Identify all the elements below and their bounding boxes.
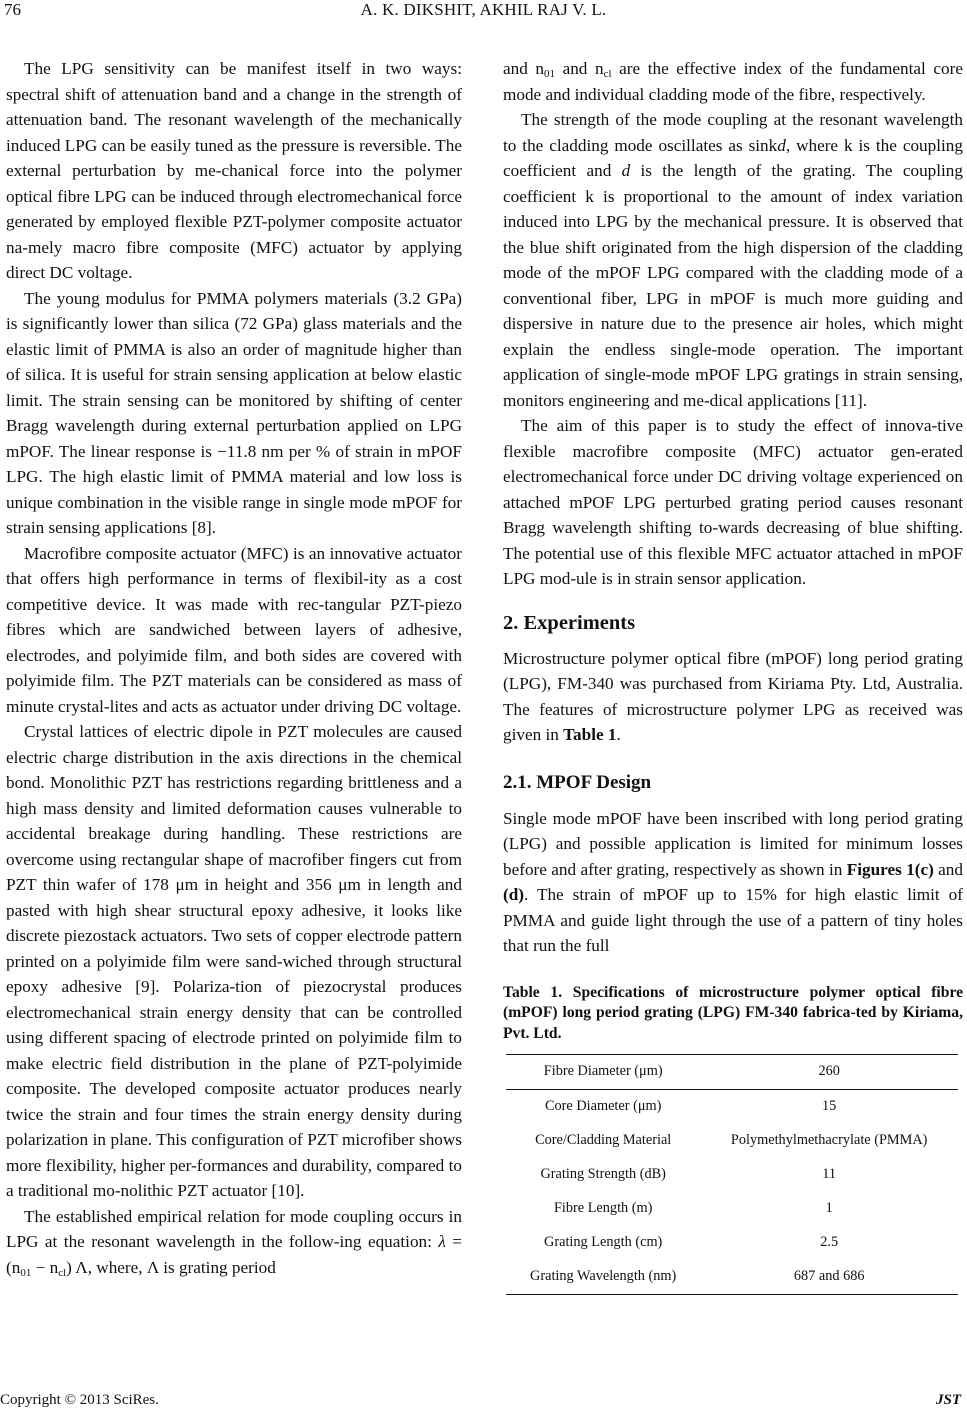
specifications-table xyxy=(506,1054,958,1295)
text: ) Λ, where, Λ is grating period xyxy=(66,1257,276,1277)
subscript: 01 xyxy=(20,1266,32,1279)
table-cell-value: Polymethylmethacrylate (PMMA) xyxy=(730,1132,928,1149)
paragraph-equation xyxy=(6,1204,462,1281)
table-cell-label: Grating Length (cm) xyxy=(544,1234,663,1251)
right-column xyxy=(503,56,963,1295)
figure-reference-link[interactable]: (d) xyxy=(503,885,525,904)
table-cell-label: Fibre Length (m) xyxy=(553,1200,653,1217)
table-row xyxy=(506,1226,958,1260)
table-row xyxy=(506,1260,958,1295)
table-cell-label: Fibre Diameter (μm) xyxy=(506,1055,700,1090)
table-cell-value: 687 and 686 xyxy=(700,1260,958,1295)
text: is the length of the grating. The coupling coefficient k is proportional to the amount of index variation induced into LPG by the mechanical pressure. It is observed that the blue shift originated from the high dispersion of the cladding mode of the mPOF LPG compared with the cladding mode of a conventional fiber, LPG in mPOF is much more guiding and dispersive in nature due to the presence air holes, which might explain the endless single-mode operation. The important application of single-mode mPOF LPG gratings in strain sensing, monitors engineering and me-dical applications [11]. xyxy=(503,161,963,410)
table-reference-link[interactable]: Table 1 xyxy=(563,725,617,744)
table-cell-label: Core Diameter (μm) xyxy=(544,1098,662,1115)
paragraph xyxy=(503,107,963,413)
text: and xyxy=(933,859,963,879)
subscript: cl xyxy=(603,68,612,80)
subscript: cl xyxy=(58,1266,67,1279)
page-number: 76 xyxy=(4,0,21,19)
text: , where k is the coupling coefficient and xyxy=(503,135,963,180)
text: Single mode mPOF have been inscribed with long period grating (LPG) and possible application is limited for minimum losses before and after grating, respectively as shown in xyxy=(503,808,963,879)
table-cell-value: 2.5 xyxy=(820,1234,839,1251)
italic-var: d xyxy=(621,161,631,180)
italic-var: d xyxy=(777,135,786,155)
text: and n xyxy=(503,59,544,78)
table-row xyxy=(506,1192,958,1226)
text: − n xyxy=(31,1257,59,1277)
text: and n xyxy=(555,59,604,78)
table-cell-label: Core/Cladding Material xyxy=(535,1132,672,1149)
table-caption: Table 1. Specifications of microstructure polymer optical fibre (mPOF) long period grating (LPG) FM-340 fabrica-ted by Kiriama, Pvt. Ltd. xyxy=(503,983,963,1042)
left-column xyxy=(6,56,462,1280)
table-row xyxy=(506,1090,958,1125)
table-cell-value: 1 xyxy=(825,1200,833,1217)
running-header-authors: A. K. DIKSHIT, AKHIL RAJ V. L. xyxy=(360,0,607,19)
section-heading: 2. Experiments xyxy=(503,611,636,634)
table-cell-value: 15 xyxy=(822,1098,837,1115)
paragraph xyxy=(503,56,963,107)
lambda-symbol: λ xyxy=(438,1232,446,1251)
paragraph: The young modulus for PMMA polymers materials (3.2 GPa) is significantly lower than silica (72 GPa) glass materials and the elastic limit of PMMA is also an order of magnitude higher than of silica. It is useful for strain sensing application at below elastic limit. The strain sensing can be monitored by shifting of center Bragg wavelength during external perturbation applied on LPG mPOF. The linear response is −11.8 nm per % of strain in mPOF LPG. The high elastic limit of PMMA material and low loss is unique combination in the visible range in single mode mPOF for strain sensing applications [8]. xyxy=(6,288,462,537)
table-cell-label: Grating Strength (dB) xyxy=(540,1166,666,1183)
copyright-footer: Copyright © 2013 SciRes. xyxy=(0,1392,159,1408)
table-row xyxy=(506,1124,958,1158)
subsection-heading: 2.1. MPOF Design xyxy=(503,771,652,793)
figure-reference-link[interactable]: Figures 1(c) xyxy=(846,859,934,879)
table-row xyxy=(506,1158,958,1192)
paragraph: The LPG sensitivity can be manifest itself in two ways: spectral shift of attenuation band and a change in the strength of attenuation band. The resonant wavelength of the mechanically induced LPG can be easily tuned as the pressure is reversible. The external perturbation by me-chanical force into the polymer optical fibre LPG can be induced through electromechanical force generated by employed flexible PZT-polymer composite actuator na-mely macro fibre composite (MFC) actuator by applying direct DC voltage. xyxy=(6,59,462,282)
text: The strength of the mode coupling at the resonant wavelength to the cladding mode oscillates as sink xyxy=(503,110,963,155)
text: The established empirical relation for mode coupling occurs in LPG at the resonant wavelength in the follow-ing equation: xyxy=(6,1206,462,1251)
paragraph: The aim of this paper is to study the effect of innova-tive flexible macrofibre composite (MFC) actuator gen-erated electromechanical force under DC driving voltage experienced on attached mPOF LPG perturbed grating period causes resonant Bragg wavelength shifting to-wards decreasing of blue shifting. The potential use of this flexible MFC actuator attached in mPOF LPG mod-ule is in strain sensor application. xyxy=(503,416,963,588)
table-cell-value: 260 xyxy=(700,1055,958,1090)
text: are the effective index of the fundamental core mode and individual cladding mode of the fibre, respectively. xyxy=(503,59,963,104)
journal-abbrev: JST xyxy=(935,1392,961,1408)
text: . xyxy=(616,725,621,744)
text: . The strain of mPOF up to 15% for high elastic limit of PMMA and guide light through the use of a pattern of tiny holes that run the full xyxy=(503,885,963,955)
paragraph xyxy=(503,806,963,959)
text: = (n xyxy=(6,1232,462,1277)
table-cell-value: 11 xyxy=(822,1166,837,1183)
text: Microstructure polymer optical fibre (mPOF) long period grating (LPG), FM-340 was purchased from Kiriama Pty. Ltd, Australia. The features of microstructure polymer LPG as received was given in xyxy=(503,648,963,744)
paragraph: Crystal lattices of electric dipole in PZT molecules are caused electric charge distribution in the axis directions in the chemical bond. Monolithic PZT has restrictions regarding brittleness and a high mass density and limited deformation causes vulnerable to accidental breakage during handling. These restrictions are overcome using rectangular shape of macrofiber fingers cut from PZT thin wafer of 178 μm in height and 356 μm in length and pasted with high shear structural epoxy adhesive, it looks like discrete piezostack actuators. Two sets of copper electrode pattern printed on a polyimide film were sand-wiched through structural epoxy adhesive [9]. Polariza-tion of piezocrystal produces electromechanical strain energy density that can be controlled using different spacing of electrode printed on polyimide film to make electric field distribution in the plane of PZT-polyimide composite. The developed composite actuator produces nearly twice the strain and four times the strain energy density during polarization in plane. This configuration of PZT microfiber shows more flexibility, higher per-formances and durability, compared to a traditional mo-nolithic PZT actuator [10]. xyxy=(6,722,462,1200)
table-cell-label: Grating Wavelength (nm) xyxy=(506,1260,700,1295)
subscript: 01 xyxy=(544,68,555,80)
table-row xyxy=(506,1055,958,1090)
paragraph: Macrofibre composite actuator (MFC) is an innovative actuator that offers high performance in terms of flexibil-ity as a cost competitive device. It was made with rec-tangular PZT-piezo fibres which are sandwiched between layers of adhesive, electrodes, and polyimide film, and both sides are covered with polyimide film. The PZT materials can be considered as mass of minute crystal-lites and acts as actuator under driving DC voltage. xyxy=(6,543,462,716)
paragraph xyxy=(503,646,963,748)
